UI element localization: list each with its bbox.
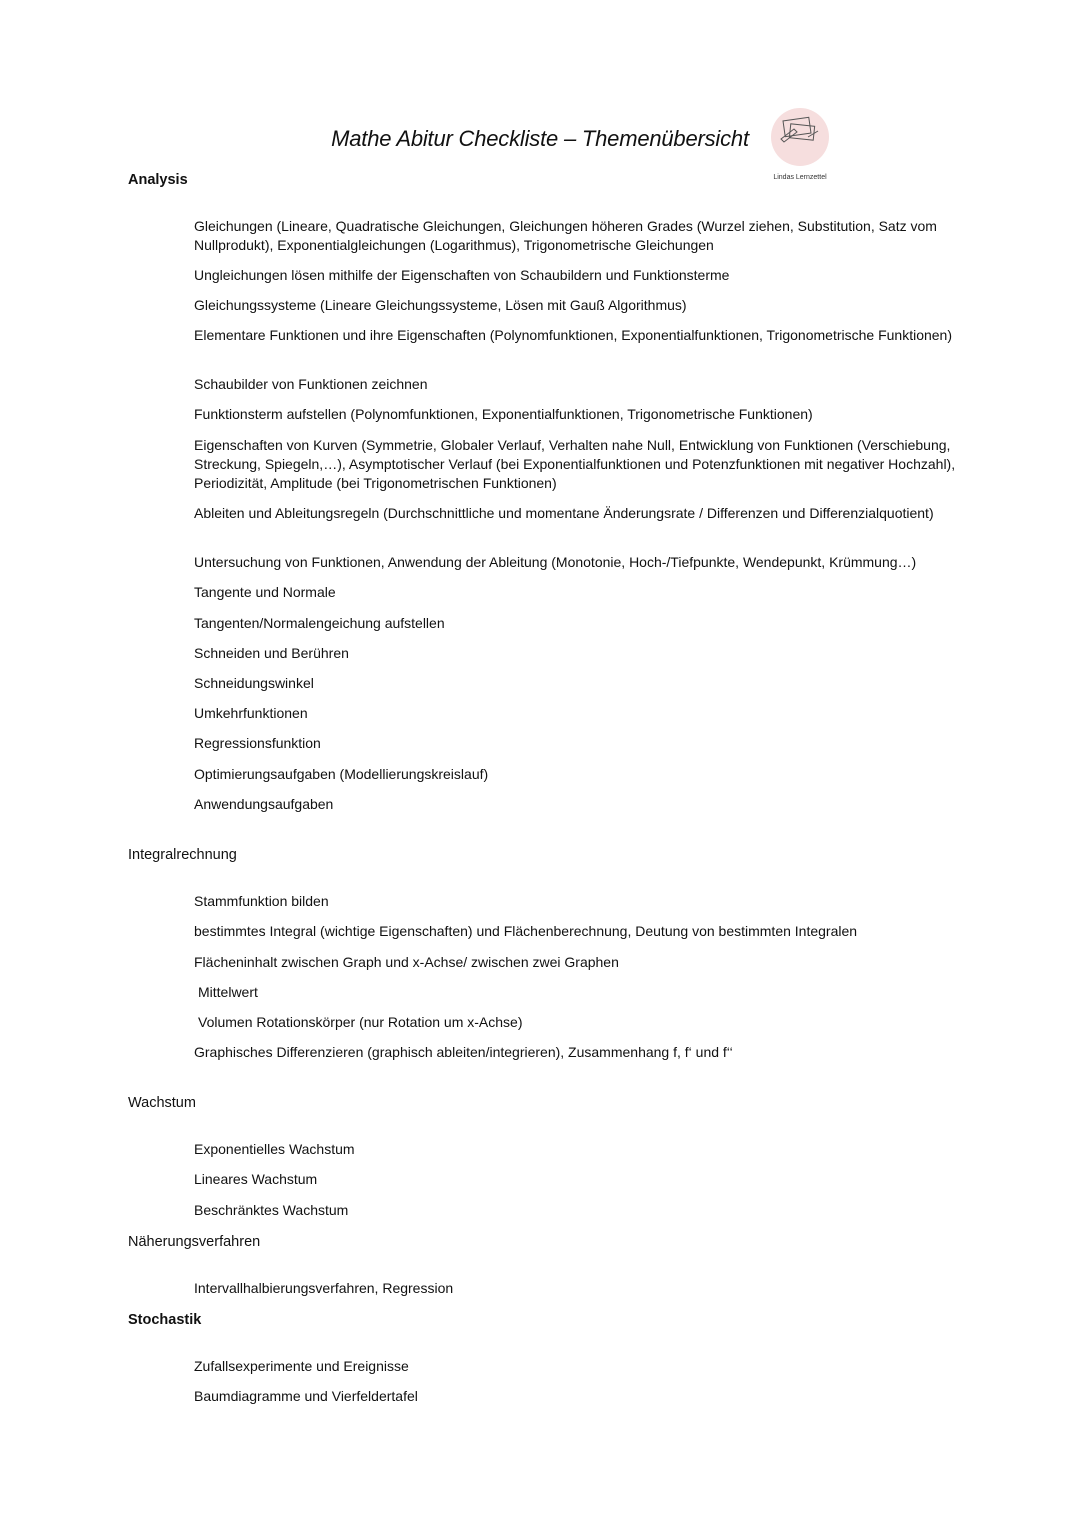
list-item: Anwendungsaufgaben bbox=[194, 796, 334, 812]
logo-image bbox=[770, 107, 830, 167]
section-heading-wachstum: Wachstum bbox=[128, 1095, 196, 1111]
list-item: Lineares Wachstum bbox=[194, 1171, 318, 1187]
list-item: Regressionsfunktion bbox=[194, 735, 321, 751]
page-title: Mathe Abitur Checkliste – Themenübersicht bbox=[331, 126, 749, 151]
section-heading-integralrechnung: Integralrechnung bbox=[128, 847, 237, 863]
list-item: Mittelwert bbox=[198, 984, 258, 1000]
list-item: Ungleichungen lösen mithilfe der Eigenschaften von Schaubildern und Funktionsterme bbox=[194, 267, 730, 283]
list-item: Tangenten/Normalengeichung aufstellen bbox=[194, 615, 445, 631]
list-item: Zufallsexperimente und Ereignisse bbox=[194, 1358, 409, 1374]
list-item: Gleichungen (Lineare, Quadratische Gleichungen, Gleichungen höheren Grades (Wurzel ziehen, Substitution, Satz vom Nullprodukt), Exponentialgleichungen (Logarithmus), Trigonometrische Gleichungen bbox=[194, 218, 937, 253]
list-item: Volumen Rotationskörper (nur Rotation um x-Achse) bbox=[198, 1014, 523, 1030]
section-heading-naeherungsverfahren: Näherungsverfahren bbox=[128, 1234, 261, 1250]
list-item: Tangente und Normale bbox=[194, 584, 336, 600]
list-item: Gleichungssysteme (Lineare Gleichungssysteme, Lösen mit Gauß Algorithmus) bbox=[194, 297, 687, 313]
list-item: Baumdiagramme und Vierfeldertafel bbox=[194, 1388, 418, 1404]
list-item: Intervallhalbierungsverfahren, Regression bbox=[194, 1280, 454, 1296]
list-item: Umkehrfunktionen bbox=[194, 705, 308, 721]
list-item: Funktionsterm aufstellen (Polynomfunktionen, Exponentialfunktionen, Trigonometrische Funktionen) bbox=[194, 406, 813, 422]
list-item: Beschränktes Wachstum bbox=[194, 1202, 349, 1218]
list-item: Graphisches Differenzieren (graphisch ableiten/integrieren), Zusammenhang f, f‘ und f‘‘ bbox=[194, 1044, 733, 1060]
list-item: Schaubilder von Funktionen zeichnen bbox=[194, 376, 428, 392]
list-item: Exponentielles Wachstum bbox=[194, 1141, 355, 1157]
section-heading-analysis: Analysis bbox=[128, 172, 188, 188]
list-item: Eigenschaften von Kurven (Symmetrie, Globaler Verlauf, Verhalten nahe Null, Entwicklung von Funktionen (Verschiebung, Streckung, Spiegeln,…), Asymptotischer Verlauf (bei Exponentialfunktionen und Potenzfunktionen mit negativer Hochzahl), Periodizität, Amplitude (bei Trigonometrischen Funktionen) bbox=[194, 437, 956, 491]
list-item: Optimierungsaufgaben (Modellierungskreislauf) bbox=[194, 766, 489, 782]
list-item: Ableiten und Ableitungsregeln (Durchschnittliche und momentane Änderungsrate / Differenzen und Differenzialquotient) bbox=[194, 505, 934, 521]
list-item: Schneiden und Berühren bbox=[194, 645, 349, 661]
list-item: Untersuchung von Funktionen, Anwendung der Ableitung (Monotonie, Hoch-/Tiefpunkte, Wendepunkt, Krümmung…) bbox=[194, 554, 917, 570]
section-heading-stochastik: Stochastik bbox=[128, 1312, 202, 1328]
logo-caption: Lindas Lernzettel bbox=[773, 174, 827, 181]
list-item: Flächeninhalt zwischen Graph und x-Achse/ zwischen zwei Graphen bbox=[194, 954, 619, 970]
list-item: Elementare Funktionen und ihre Eigenschaften (Polynomfunktionen, Exponentialfunktionen, Trigonometrische Funktionen) bbox=[194, 327, 953, 343]
list-item: Schneidungswinkel bbox=[194, 675, 314, 691]
list-item: bestimmtes Integral (wichtige Eigenschaften) und Flächenberechnung, Deutung von bestimmten Integralen bbox=[194, 923, 858, 939]
list-item: Stammfunktion bilden bbox=[194, 893, 329, 909]
